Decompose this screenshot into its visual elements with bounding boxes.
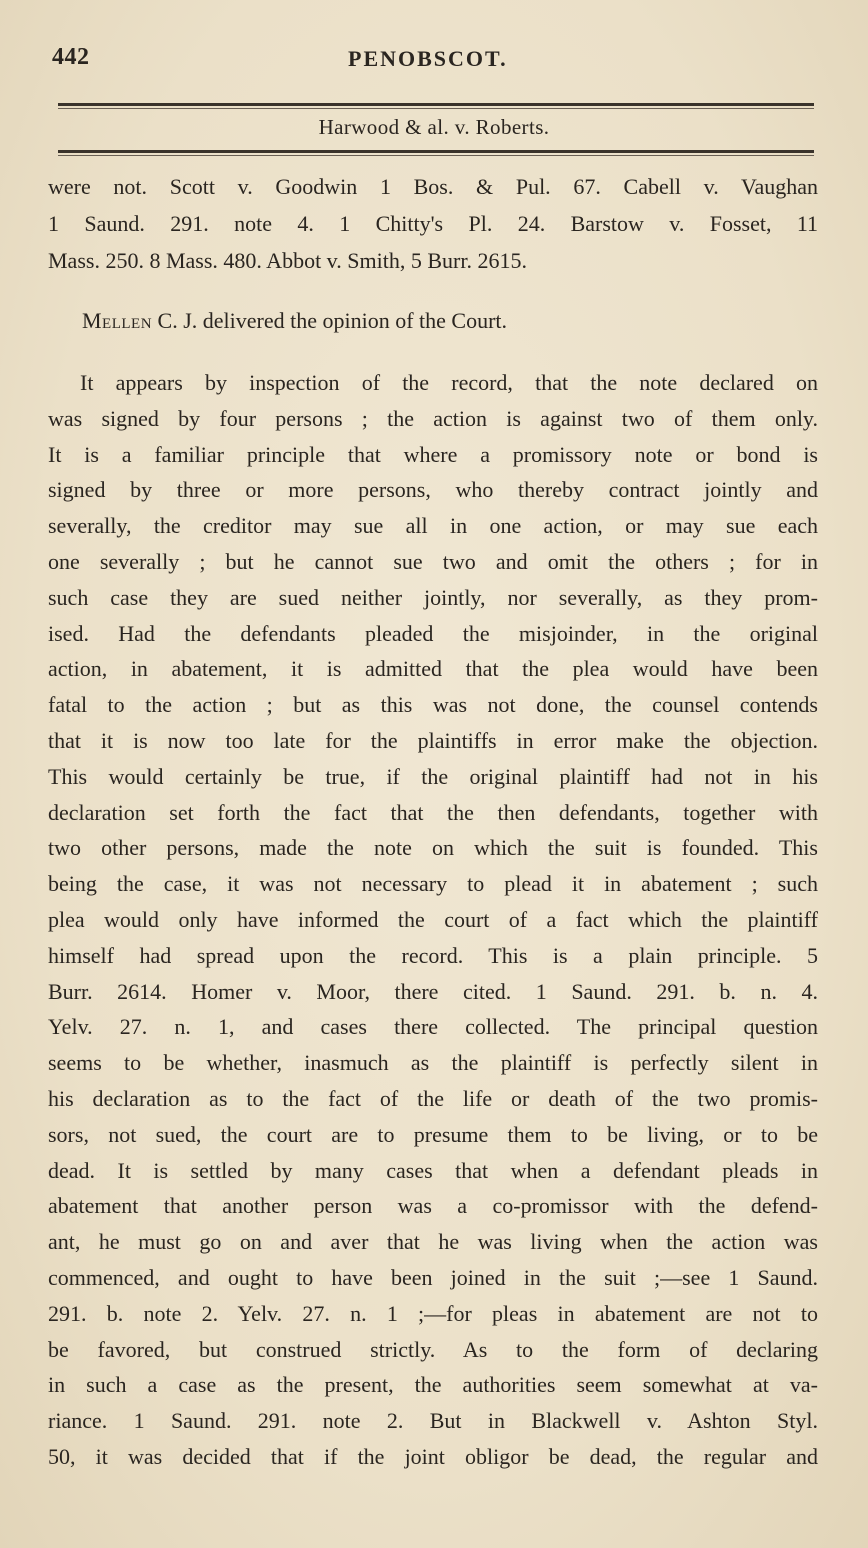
opinion-line: abatement that another person was a co-promissor with the defend- bbox=[48, 1193, 818, 1219]
opinion-intro-text: C. J. delivered the opinion of the Court. bbox=[152, 308, 508, 333]
opinion-line: his declaration as to the fact of the life or death of the two promis- bbox=[48, 1086, 818, 1111]
top-rule bbox=[58, 103, 814, 106]
running-head bbox=[52, 44, 820, 76]
opinion-line: himself had spread upon the record. This is a plain principle. 5 bbox=[48, 942, 818, 968]
opinion-line: action, in abatement, it is admitted that the plea would have been bbox=[48, 656, 818, 682]
case-title: Harwood & al. v. Roberts. bbox=[318, 115, 550, 139]
opinion-line: severally, the creditor may sue all in one action, or may sue each bbox=[48, 513, 818, 539]
opinion-line: be favored, but construed strictly. As to the form of declaring bbox=[48, 1336, 818, 1362]
opinion-line: two other persons, made the note on which the suit is founded. This bbox=[48, 835, 818, 861]
opinion-line: Burr. 2614. Homer v. Moor, there cited. 1 Saund. 291. b. n. 4. bbox=[48, 978, 818, 1004]
opinion-line: It appears by inspection of the record, that the note declared on bbox=[80, 370, 818, 395]
opinion-line: This would certainly be true, if the original plaintiff had not in his bbox=[48, 763, 818, 789]
opinion-line: 50, it was decided that if the joint obligor be dead, the regular and bbox=[48, 1444, 818, 1469]
opinion-line: such case they are sued neither jointly, nor severally, as they prom- bbox=[48, 584, 818, 610]
citation-line: Mass. 250. 8 Mass. 480. Abbot v. Smith, 5 Burr. 2615. bbox=[48, 248, 527, 273]
opinion-line: signed by three or more persons, who thereby contract jointly and bbox=[48, 477, 818, 503]
opinion-line: commenced, and ought to have been joined in the suit ;—see 1 Saund. bbox=[48, 1265, 818, 1290]
citation-line: 1 Saund. 291. note 4. 1 Chitty's Pl. 24. Barstow v. Fosset, 11 bbox=[48, 211, 818, 236]
bottom-rule bbox=[58, 150, 814, 153]
running-title: PENOBSCOT. bbox=[348, 46, 508, 71]
page-number: 442 bbox=[52, 44, 90, 70]
opinion-line: It is a familiar principle that where a promissory note or bond is bbox=[48, 441, 818, 467]
opinion-line: ant, he must go on and aver that he was living when the action was bbox=[48, 1229, 818, 1255]
opinion-line: Yelv. 27. n. 1, and cases there collected. The principal question bbox=[48, 1014, 818, 1040]
opinion-line: riance. 1 Saund. 291. note 2. But in Blackwell v. Ashton Styl. bbox=[48, 1408, 818, 1434]
citation-line: were not. Scott v. Goodwin 1 Bos. & Pul. 67. Cabell v. Vaughan bbox=[48, 174, 818, 199]
opinion-line: seems to be whether, inasmuch as the plaintiff is perfectly silent in bbox=[48, 1050, 818, 1076]
opinion-line: ised. Had the defendants pleaded the misjoinder, in the original bbox=[48, 620, 818, 646]
opinion-line: dead. It is settled by many cases that when a defendant pleads in bbox=[48, 1157, 818, 1183]
opinion-line: fatal to the action ; but as this was not done, the counsel contends bbox=[48, 692, 818, 718]
opinion-line: 291. b. note 2. Yelv. 27. n. 1 ;—for pleas in abatement are not to bbox=[48, 1300, 818, 1326]
opinion-line: being the case, it was not necessary to plead it in abatement ; such bbox=[48, 871, 818, 897]
opinion-line: that it is now too late for the plaintiffs in error make the objection. bbox=[48, 728, 818, 753]
opinion-line: plea would only have informed the court of a fact which the plaintiff bbox=[48, 907, 818, 932]
opinion-line: sors, not sued, the court are to presume them to be living, or to be bbox=[48, 1121, 818, 1147]
opinion-line: was signed by four persons ; the action is against two of them only. bbox=[48, 405, 818, 431]
judge-name: Mellen bbox=[82, 308, 153, 333]
opinion-line: in such a case as the present, the authorities seem somewhat at va- bbox=[48, 1372, 818, 1398]
opinion-line: one severally ; but he cannot sue two and omit the others ; for in bbox=[48, 549, 818, 574]
top-rule-thin bbox=[58, 108, 814, 109]
opinion-intro-line bbox=[82, 306, 782, 336]
bottom-rule-thin bbox=[58, 155, 814, 156]
opinion-line: declaration set forth the fact that the then defendants, together with bbox=[48, 799, 818, 825]
